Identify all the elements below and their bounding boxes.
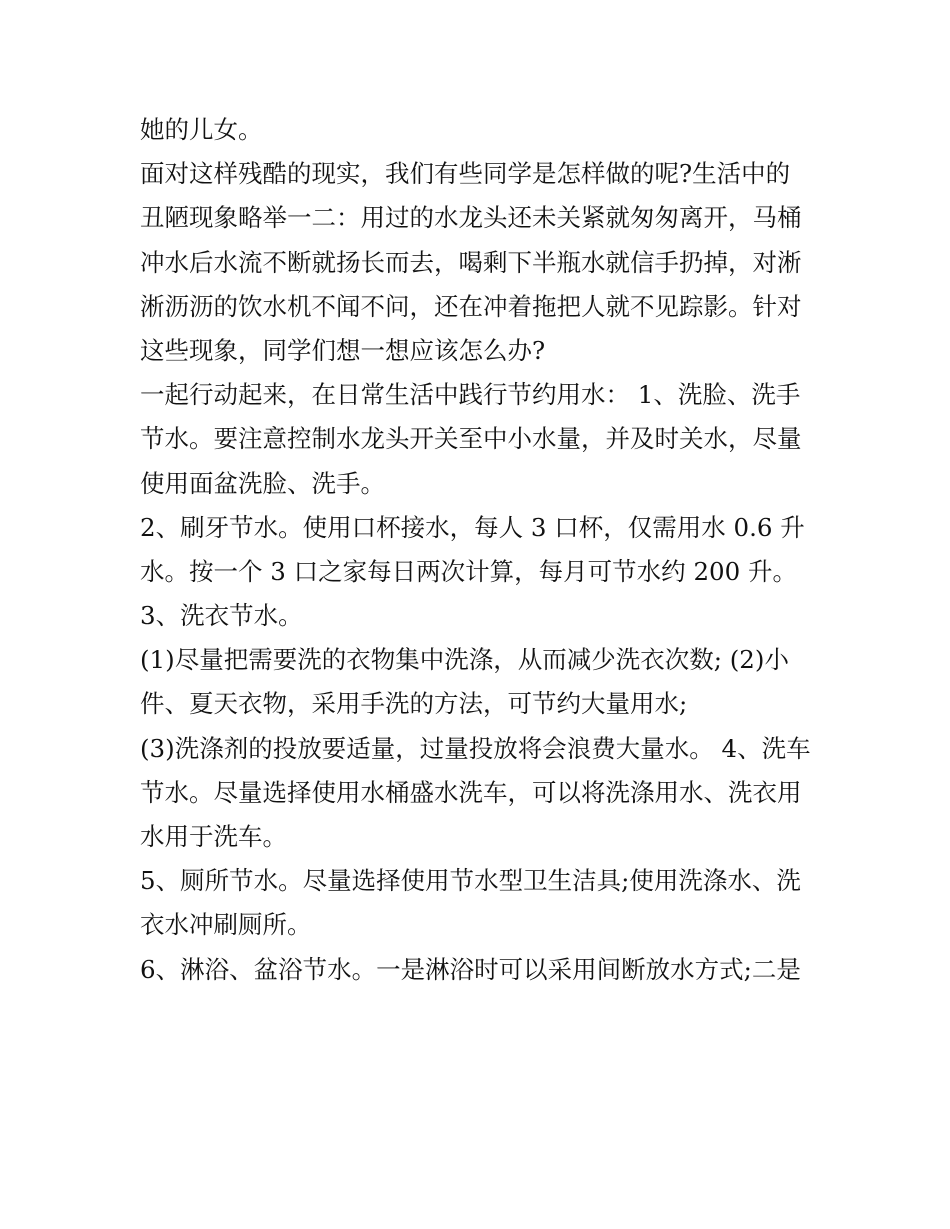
text-line-20: 6、淋浴、盆浴节水。一是淋浴时可以采用间断放水方式;二是 [140,954,801,984]
text-line-5: 淅沥沥的饮水机不闻不问，还在冲着拖把人就不见踪影。针对 [140,291,802,321]
text-line-8: 节水。要注意控制水龙头开关至中小水量，并及时关水，尽量 [140,424,802,454]
text-line-16: 节水。尽量选择使用水桶盛水洗车，可以将洗涤用水、洗衣用 [140,777,802,807]
text-line-9: 使用面盆洗脸、洗手。 [140,468,385,498]
text-line-12: 3、洗衣节水。 [140,601,303,631]
text-line-15: (3)洗涤剂的投放要适量，过量投放将会浪费大量水。 4、洗车 [140,733,811,763]
text-line-6: 这些现象，同学们想一想应该怎么办? [140,335,546,365]
text-line-11: 水。按一个 3 口之家每日两次计算，每月可节水约 200 升。 [140,556,797,586]
text-line-2: 面对这样残酷的现实，我们有些同学是怎样做的呢?生活中的 [140,159,791,189]
text-line-10: 2、刷牙节水。使用口杯接水，每人 3 口杯，仅需用水 0.6 升 [140,512,805,542]
text-line-17: 水用于洗车。 [140,822,287,851]
text-line-4: 冲水后水流不断就扬长而去，喝剩下半瓶水就信手扔掉，对淅 [140,247,802,277]
text-line-19: 衣水冲刷厕所。 [140,910,312,940]
text-line-18: 5、厕所节水。尽量选择使用节水型卫生洁具;使用洗涤水、洗 [140,866,801,896]
text-line-1: 她的儿女。 [140,115,263,144]
text-line-7: 一起行动起来，在日常生活中践行节约用水： 1、洗脸、洗手 [140,380,801,410]
text-line-14: 件、夏天衣物，采用手洗的方法，可节约大量用水; [140,689,688,719]
text-line-13: (1)尽量把需要洗的衣物集中洗涤，从而减少洗衣次数; (2)小 [140,645,789,675]
document-page [140,108,820,992]
text-line-3: 丑陋现象略举一二：用过的水龙头还未关紧就匆匆离开，马桶 [140,203,802,233]
